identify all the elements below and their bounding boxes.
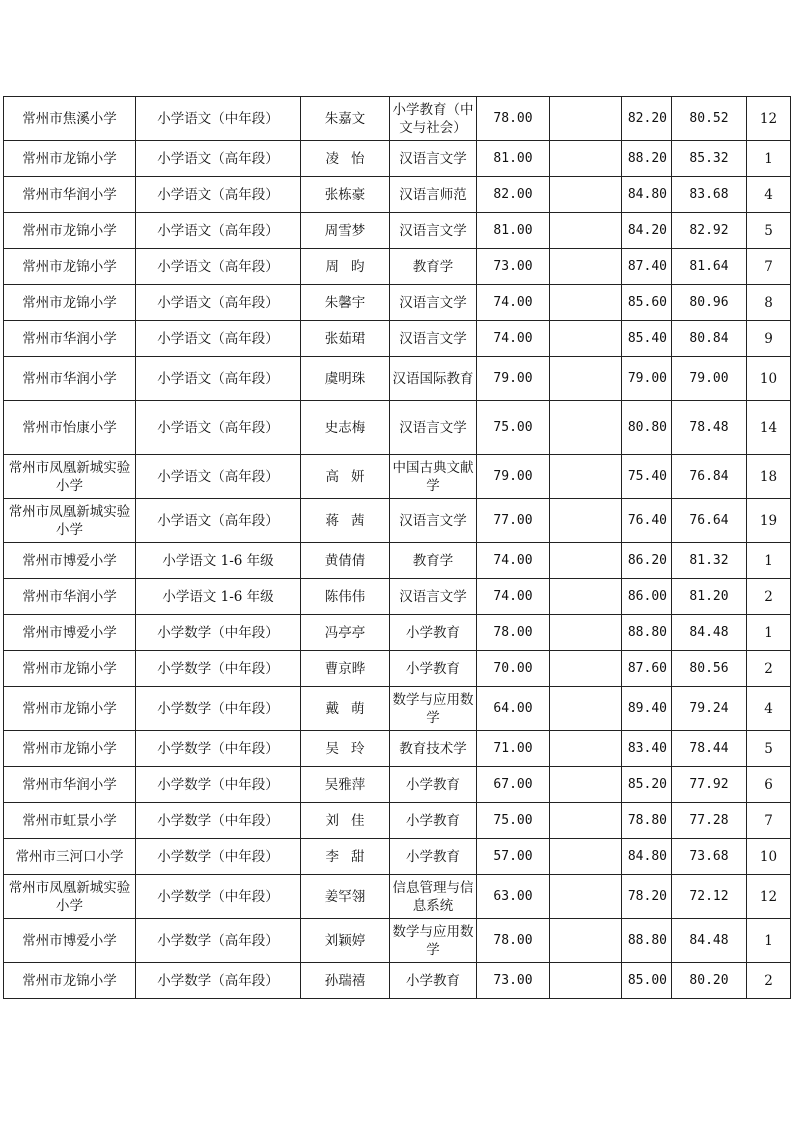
table-row [4, 803, 791, 839]
school-cell: 常州市华润小学 [4, 321, 136, 357]
school-cell: 常州市怡康小学 [4, 401, 136, 455]
major-cell: 中国古典文献学 [390, 455, 477, 499]
total-score-cell: 79.24 [672, 687, 747, 731]
extra-cell [550, 177, 622, 213]
major-cell: 小学教育 [390, 963, 477, 999]
written-score-cell: 77.00 [477, 499, 550, 543]
rank-cell: 5 [747, 213, 791, 249]
name-cell: 朱嘉文 [301, 97, 390, 141]
subject-cell: 小学语文（高年段） [136, 213, 301, 249]
table-row [4, 731, 791, 767]
table-row [4, 97, 791, 141]
total-score-cell: 79.00 [672, 357, 747, 401]
school-cell: 常州市龙锦小学 [4, 141, 136, 177]
rank-cell: 2 [747, 651, 791, 687]
written-score-cell: 74.00 [477, 285, 550, 321]
name-cell: 周昀 [301, 249, 390, 285]
subject-cell: 小学数学（高年段） [136, 963, 301, 999]
school-cell: 常州市华润小学 [4, 767, 136, 803]
extra-cell [550, 141, 622, 177]
extra-cell [550, 767, 622, 803]
interview-score-cell: 80.80 [622, 401, 672, 455]
rank-cell: 2 [747, 579, 791, 615]
extra-cell [550, 321, 622, 357]
total-score-cell: 80.84 [672, 321, 747, 357]
school-cell: 常州市博爱小学 [4, 615, 136, 651]
total-score-cell: 76.84 [672, 455, 747, 499]
total-score-cell: 80.96 [672, 285, 747, 321]
written-score-cell: 74.00 [477, 321, 550, 357]
written-score-cell: 64.00 [477, 687, 550, 731]
subject-cell: 小学语文（高年段） [136, 499, 301, 543]
total-score-cell: 85.32 [672, 141, 747, 177]
name-cell: 刘颖婷 [301, 919, 390, 963]
rank-cell: 1 [747, 543, 791, 579]
name-cell: 李甜 [301, 839, 390, 875]
subject-cell: 小学数学（中年段） [136, 767, 301, 803]
school-cell: 常州市凤凰新城实验小学 [4, 875, 136, 919]
total-score-cell: 76.64 [672, 499, 747, 543]
table-row [4, 839, 791, 875]
table-row [4, 499, 791, 543]
total-score-cell: 78.48 [672, 401, 747, 455]
rank-cell: 4 [747, 177, 791, 213]
interview-score-cell: 89.40 [622, 687, 672, 731]
interview-score-cell: 82.20 [622, 97, 672, 141]
written-score-cell: 57.00 [477, 839, 550, 875]
extra-cell [550, 875, 622, 919]
total-score-cell: 84.48 [672, 919, 747, 963]
rank-cell: 6 [747, 767, 791, 803]
extra-cell [550, 919, 622, 963]
table-row [4, 401, 791, 455]
school-cell: 常州市博爱小学 [4, 543, 136, 579]
major-cell: 数学与应用数学 [390, 919, 477, 963]
extra-cell [550, 731, 622, 767]
name-cell: 朱馨宇 [301, 285, 390, 321]
school-cell: 常州市龙锦小学 [4, 285, 136, 321]
extra-cell [550, 97, 622, 141]
school-cell: 常州市凤凰新城实验小学 [4, 499, 136, 543]
subject-cell: 小学数学（中年段） [136, 687, 301, 731]
written-score-cell: 73.00 [477, 249, 550, 285]
table-row [4, 213, 791, 249]
table-row [4, 455, 791, 499]
total-score-cell: 83.68 [672, 177, 747, 213]
major-cell: 汉语言文学 [390, 213, 477, 249]
extra-cell [550, 499, 622, 543]
interview-score-cell: 85.20 [622, 767, 672, 803]
table-row [4, 651, 791, 687]
extra-cell [550, 455, 622, 499]
name-cell: 史志梅 [301, 401, 390, 455]
extra-cell [550, 615, 622, 651]
rank-cell: 7 [747, 249, 791, 285]
interview-score-cell: 75.40 [622, 455, 672, 499]
rank-cell: 7 [747, 803, 791, 839]
major-cell: 小学教育 [390, 651, 477, 687]
rank-cell: 4 [747, 687, 791, 731]
name-cell: 陈伟伟 [301, 579, 390, 615]
school-cell: 常州市龙锦小学 [4, 687, 136, 731]
rank-cell: 8 [747, 285, 791, 321]
subject-cell: 小学数学（中年段） [136, 615, 301, 651]
written-score-cell: 71.00 [477, 731, 550, 767]
school-cell: 常州市华润小学 [4, 177, 136, 213]
interview-score-cell: 87.60 [622, 651, 672, 687]
school-cell: 常州市龙锦小学 [4, 963, 136, 999]
interview-score-cell: 85.60 [622, 285, 672, 321]
interview-score-cell: 88.80 [622, 615, 672, 651]
interview-score-cell: 84.20 [622, 213, 672, 249]
school-cell: 常州市龙锦小学 [4, 213, 136, 249]
total-score-cell: 80.52 [672, 97, 747, 141]
written-score-cell: 75.00 [477, 803, 550, 839]
major-cell: 教育学 [390, 249, 477, 285]
written-score-cell: 79.00 [477, 455, 550, 499]
written-score-cell: 67.00 [477, 767, 550, 803]
major-cell: 小学教育 [390, 615, 477, 651]
table-row [4, 767, 791, 803]
total-score-cell: 73.68 [672, 839, 747, 875]
rank-cell: 12 [747, 97, 791, 141]
name-cell: 刘佳 [301, 803, 390, 839]
rank-cell: 12 [747, 875, 791, 919]
major-cell: 汉语言文学 [390, 141, 477, 177]
subject-cell: 小学语文（中年段） [136, 97, 301, 141]
total-score-cell: 72.12 [672, 875, 747, 919]
written-score-cell: 78.00 [477, 615, 550, 651]
interview-score-cell: 86.00 [622, 579, 672, 615]
major-cell: 小学教育 [390, 839, 477, 875]
school-cell: 常州市凤凰新城实验小学 [4, 455, 136, 499]
major-cell: 汉语言文学 [390, 321, 477, 357]
major-cell: 数学与应用数学 [390, 687, 477, 731]
major-cell: 汉语言文学 [390, 401, 477, 455]
table-row [4, 919, 791, 963]
rank-cell: 2 [747, 963, 791, 999]
school-cell: 常州市博爱小学 [4, 919, 136, 963]
written-score-cell: 81.00 [477, 213, 550, 249]
interview-score-cell: 79.00 [622, 357, 672, 401]
interview-score-cell: 84.80 [622, 177, 672, 213]
table-row [4, 321, 791, 357]
written-score-cell: 78.00 [477, 97, 550, 141]
school-cell: 常州市华润小学 [4, 357, 136, 401]
name-cell: 吴玲 [301, 731, 390, 767]
major-cell: 汉语言文学 [390, 285, 477, 321]
name-cell: 周雪梦 [301, 213, 390, 249]
interview-score-cell: 85.00 [622, 963, 672, 999]
rank-cell: 1 [747, 615, 791, 651]
subject-cell: 小学语文（高年段） [136, 141, 301, 177]
subject-cell: 小学语文（高年段） [136, 177, 301, 213]
interview-score-cell: 86.20 [622, 543, 672, 579]
extra-cell [550, 357, 622, 401]
written-score-cell: 78.00 [477, 919, 550, 963]
table-row [4, 249, 791, 285]
subject-cell: 小学数学（中年段） [136, 651, 301, 687]
school-cell: 常州市龙锦小学 [4, 651, 136, 687]
table-row [4, 687, 791, 731]
major-cell: 教育技术学 [390, 731, 477, 767]
table-row [4, 579, 791, 615]
major-cell: 教育学 [390, 543, 477, 579]
total-score-cell: 77.28 [672, 803, 747, 839]
subject-cell: 小学语文（高年段） [136, 249, 301, 285]
extra-cell [550, 803, 622, 839]
major-cell: 小学教育（中文与社会） [390, 97, 477, 141]
major-cell: 小学教育 [390, 767, 477, 803]
written-score-cell: 73.00 [477, 963, 550, 999]
school-cell: 常州市焦溪小学 [4, 97, 136, 141]
subject-cell: 小学语文 1-6 年级 [136, 543, 301, 579]
extra-cell [550, 249, 622, 285]
written-score-cell: 70.00 [477, 651, 550, 687]
table-row [4, 141, 791, 177]
extra-cell [550, 213, 622, 249]
interview-score-cell: 78.80 [622, 803, 672, 839]
written-score-cell: 74.00 [477, 579, 550, 615]
name-cell: 张茹珺 [301, 321, 390, 357]
school-cell: 常州市龙锦小学 [4, 731, 136, 767]
table-body [4, 97, 791, 999]
major-cell: 汉语言师范 [390, 177, 477, 213]
name-cell: 凌怡 [301, 141, 390, 177]
subject-cell: 小学语文（高年段） [136, 401, 301, 455]
extra-cell [550, 651, 622, 687]
extra-cell [550, 963, 622, 999]
total-score-cell: 82.92 [672, 213, 747, 249]
subject-cell: 小学数学（中年段） [136, 731, 301, 767]
name-cell: 冯亭亭 [301, 615, 390, 651]
total-score-cell: 81.20 [672, 579, 747, 615]
rank-cell: 19 [747, 499, 791, 543]
subject-cell: 小学数学（中年段） [136, 803, 301, 839]
written-score-cell: 75.00 [477, 401, 550, 455]
table-row [4, 357, 791, 401]
rank-cell: 14 [747, 401, 791, 455]
total-score-cell: 81.64 [672, 249, 747, 285]
major-cell: 小学教育 [390, 803, 477, 839]
name-cell: 高妍 [301, 455, 390, 499]
name-cell: 虞明珠 [301, 357, 390, 401]
table-row [4, 543, 791, 579]
rank-cell: 1 [747, 919, 791, 963]
name-cell: 黄倩倩 [301, 543, 390, 579]
name-cell: 戴萌 [301, 687, 390, 731]
written-score-cell: 63.00 [477, 875, 550, 919]
extra-cell [550, 579, 622, 615]
extra-cell [550, 401, 622, 455]
name-cell: 曹京晔 [301, 651, 390, 687]
total-score-cell: 80.20 [672, 963, 747, 999]
total-score-cell: 78.44 [672, 731, 747, 767]
interview-score-cell: 88.20 [622, 141, 672, 177]
extra-cell [550, 839, 622, 875]
interview-score-cell: 85.40 [622, 321, 672, 357]
subject-cell: 小学语文（高年段） [136, 321, 301, 357]
written-score-cell: 81.00 [477, 141, 550, 177]
subject-cell: 小学语文 1-6 年级 [136, 579, 301, 615]
extra-cell [550, 285, 622, 321]
school-cell: 常州市龙锦小学 [4, 249, 136, 285]
rank-cell: 5 [747, 731, 791, 767]
school-cell: 常州市华润小学 [4, 579, 136, 615]
subject-cell: 小学语文（高年段） [136, 285, 301, 321]
rank-cell: 18 [747, 455, 791, 499]
rank-cell: 1 [747, 141, 791, 177]
major-cell: 汉语国际教育 [390, 357, 477, 401]
interview-score-cell: 78.20 [622, 875, 672, 919]
subject-cell: 小学数学（中年段） [136, 839, 301, 875]
subject-cell: 小学数学（中年段） [136, 875, 301, 919]
rank-cell: 10 [747, 839, 791, 875]
written-score-cell: 79.00 [477, 357, 550, 401]
subject-cell: 小学数学（高年段） [136, 919, 301, 963]
school-cell: 常州市虹景小学 [4, 803, 136, 839]
rank-cell: 10 [747, 357, 791, 401]
total-score-cell: 77.92 [672, 767, 747, 803]
extra-cell [550, 687, 622, 731]
interview-score-cell: 83.40 [622, 731, 672, 767]
table-row [4, 875, 791, 919]
results-table [3, 96, 791, 999]
name-cell: 吴雅萍 [301, 767, 390, 803]
name-cell: 蒋茜 [301, 499, 390, 543]
name-cell: 孙瑞禧 [301, 963, 390, 999]
written-score-cell: 74.00 [477, 543, 550, 579]
table-row [4, 177, 791, 213]
table-row [4, 285, 791, 321]
name-cell: 张栋豪 [301, 177, 390, 213]
interview-score-cell: 88.80 [622, 919, 672, 963]
major-cell: 汉语言文学 [390, 579, 477, 615]
name-cell: 姜罕翎 [301, 875, 390, 919]
school-cell: 常州市三河口小学 [4, 839, 136, 875]
table-row [4, 963, 791, 999]
interview-score-cell: 84.80 [622, 839, 672, 875]
table-row [4, 615, 791, 651]
subject-cell: 小学语文（高年段） [136, 357, 301, 401]
total-score-cell: 80.56 [672, 651, 747, 687]
interview-score-cell: 87.40 [622, 249, 672, 285]
subject-cell: 小学语文（高年段） [136, 455, 301, 499]
rank-cell: 9 [747, 321, 791, 357]
major-cell: 汉语言文学 [390, 499, 477, 543]
total-score-cell: 81.32 [672, 543, 747, 579]
total-score-cell: 84.48 [672, 615, 747, 651]
major-cell: 信息管理与信息系统 [390, 875, 477, 919]
written-score-cell: 82.00 [477, 177, 550, 213]
interview-score-cell: 76.40 [622, 499, 672, 543]
extra-cell [550, 543, 622, 579]
